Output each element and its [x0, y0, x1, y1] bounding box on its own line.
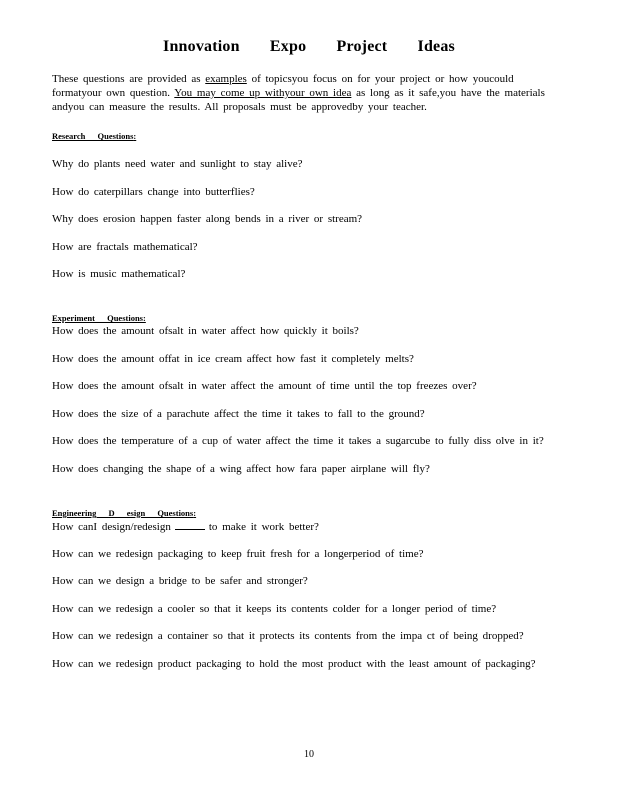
engineering-heading-text: Engineering D esign Questions	[52, 508, 194, 518]
research-questions-heading: Research Questions:	[52, 131, 137, 141]
research-question: Why do plants need water and sunlight to stay alive?	[52, 158, 303, 170]
intro-paragraph	[52, 72, 552, 114]
experiment-question: How does the amount offat in ice cream affect how fast it completely melts?	[52, 352, 414, 365]
engineering-question-start: How canI design/redesign	[52, 521, 171, 533]
research-question: How do caterpillars change into butterflies?	[52, 185, 255, 198]
experiment-questions-heading: Experiment Questions:	[52, 313, 146, 323]
engineering-question: How can we redesign product packaging to hold the most product with the least amount of packaging?	[52, 657, 536, 670]
experiment-question: How does changing the shape of a wing affect how fara paper airplane will fly?	[52, 462, 430, 475]
intro-text-part3: as long as it safe,you have the materials andyou can measure the results. All proposals must be approvedby your teacher.	[52, 87, 545, 113]
engineering-questions-list	[52, 519, 592, 684]
engineering-questions-heading: Engineering D esign Questions:	[52, 508, 197, 518]
research-heading-text: Research Questions	[52, 131, 134, 141]
experiment-question: How does the amount ofsalt in water affect the amount of time until the top freezes over?	[52, 380, 477, 392]
engineering-question-end: to make it work better?	[208, 521, 319, 533]
engineering-question: How can we redesign packaging to keep fruit fresh for a longerperiod of time?	[52, 547, 424, 560]
research-question: How is music mathematical?	[52, 268, 186, 280]
experiment-question: How does the temperature of a cup of water affect the time it takes a sugarcube to fully diss olve in it?	[52, 435, 544, 447]
intro-text-part1: These questions are provided as	[52, 73, 206, 85]
intro-examples-underlined: examples	[205, 73, 247, 85]
experiment-question: How does the size of a parachute affect the time it takes to fall to the ground?	[52, 407, 425, 420]
intro-own-idea-underlined: You may come up withyour own idea	[174, 87, 352, 99]
engineering-question: How can we redesign a cooler so that it keeps its contents colder for a longer period of time?	[52, 602, 497, 615]
page-title: Innovation Expo Project Ideas	[163, 38, 455, 55]
engineering-question: How can we redesign a container so that it protects its contents from the impa ct of being dropped?	[52, 630, 524, 642]
page-number: 10	[304, 749, 314, 760]
engineering-question: How can we design a bridge to be safer and stronger?	[52, 575, 308, 587]
engineering-question	[52, 519, 592, 547]
experiment-questions-list	[52, 324, 592, 489]
intro-text-part2: of topicsyou focus on for your project or how youcould formatyour own question.	[52, 73, 514, 99]
research-question: Why does erosion happen faster along bends in a river or stream?	[52, 213, 363, 225]
fill-in-blank	[175, 519, 205, 530]
experiment-heading-text: Experiment Questions	[52, 313, 143, 323]
research-question: How are fractals mathematical?	[52, 240, 198, 253]
research-questions-list	[52, 157, 592, 295]
experiment-question: How does the amount ofsalt in water affect how quickly it boils?	[52, 325, 359, 337]
